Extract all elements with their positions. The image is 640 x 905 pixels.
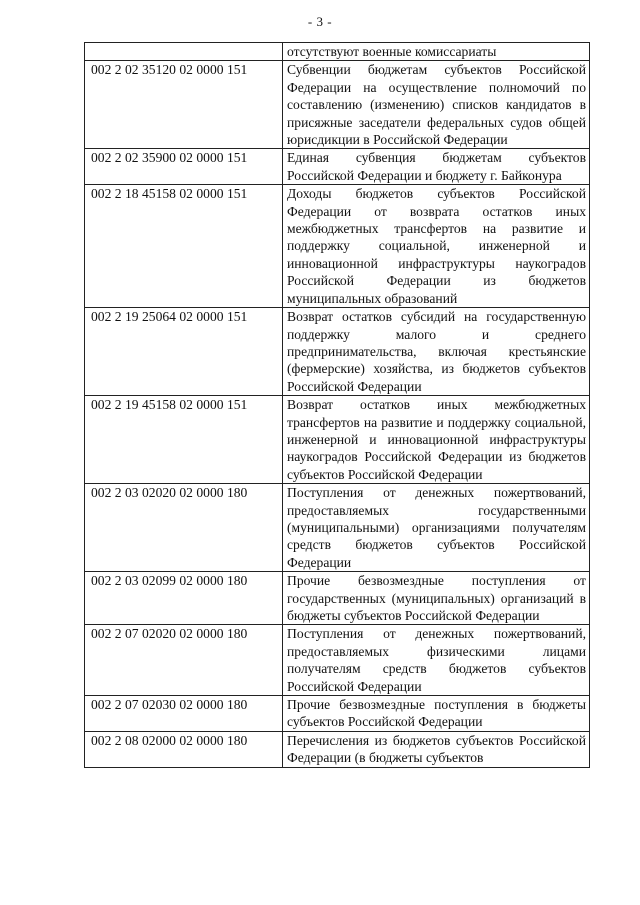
description-cell: Прочие безвозмездные поступления от государственных (муниципальных) организаций в бюджеты субъектов Российской Федерации: [283, 572, 590, 625]
table-row: [85, 149, 590, 185]
table-row: [85, 484, 590, 572]
table-row: [85, 696, 590, 732]
code-cell: 002 2 03 02020 02 0000 180: [85, 484, 283, 572]
code-cell: 002 2 07 02020 02 0000 180: [85, 625, 283, 696]
table-row: [85, 43, 590, 61]
table-row: [85, 396, 590, 484]
description-cell: отсутствуют военные комиссариаты: [283, 43, 590, 61]
table-row: [85, 185, 590, 308]
table-row: [85, 308, 590, 396]
table-row: [85, 61, 590, 149]
description-cell: Возврат остатков иных межбюджетных трансфертов на развитие и поддержку социальной, инженерной и инновационной инфраструктуры наукоградов Российской Федерации из бюджетов субъектов Российской Федерации: [283, 396, 590, 484]
description-cell: Единая субвенция бюджетам субъектов Российской Федерации и бюджету г. Байконура: [283, 149, 590, 185]
code-cell: 002 2 02 35900 02 0000 151: [85, 149, 283, 185]
table-row: [85, 625, 590, 696]
description-cell: Перечисления из бюджетов субъектов Российской Федерации (в бюджеты субъектов: [283, 731, 590, 767]
budget-code-table: [84, 42, 590, 768]
description-cell: Возврат остатков субсидий на государственную поддержку малого и среднего предпринимательства, включая крестьянские (фермерские) хозяйства, из бюджетов субъектов Российской Федерации: [283, 308, 590, 396]
description-cell: Доходы бюджетов субъектов Российской Федерации от возврата остатков иных межбюджетных трансфертов на развитие и поддержку социальной, инженерной и инновационной инфраструктуры наукоградов Российской Федерации из бюджетов муниципальных образований: [283, 185, 590, 308]
code-cell: 002 2 19 45158 02 0000 151: [85, 396, 283, 484]
code-cell: 002 2 07 02030 02 0000 180: [85, 696, 283, 732]
page-number: - 3 -: [307, 14, 333, 29]
table-row: [85, 572, 590, 625]
code-cell: 002 2 18 45158 02 0000 151: [85, 185, 283, 308]
description-cell: Поступления от денежных пожертвований, предоставляемых физическими лицами получателям средств бюджетов субъектов Российской Федерации: [283, 625, 590, 696]
code-cell: 002 2 02 35120 02 0000 151: [85, 61, 283, 149]
code-cell: 002 2 08 02000 02 0000 180: [85, 731, 283, 767]
code-cell: 002 2 19 25064 02 0000 151: [85, 308, 283, 396]
table-row: [85, 731, 590, 767]
description-cell: Субвенции бюджетам субъектов Российской Федерации на осуществление полномочий по составлению (изменению) списков кандидатов в присяжные заседатели федеральных судов общей юрисдикции в Российской Федерации: [283, 61, 590, 149]
code-cell: 002 2 03 02099 02 0000 180: [85, 572, 283, 625]
description-cell: Поступления от денежных пожертвований, предоставляемых государственными (муниципальными) организациями получателям средств бюджетов субъектов Российской Федерации: [283, 484, 590, 572]
description-cell: Прочие безвозмездные поступления в бюджеты субъектов Российской Федерации: [283, 696, 590, 732]
code-cell: [85, 43, 283, 61]
